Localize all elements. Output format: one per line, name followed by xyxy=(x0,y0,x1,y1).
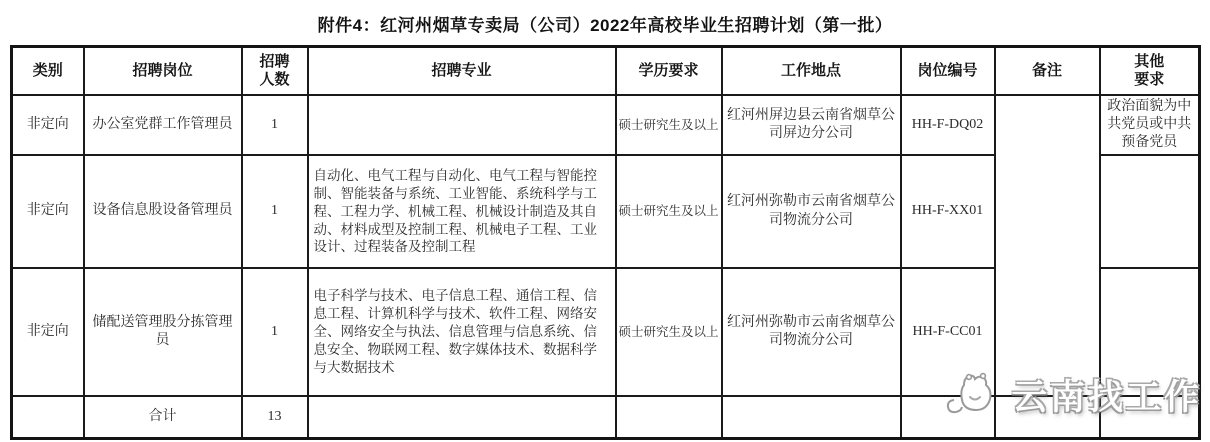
header-row xyxy=(12,47,1200,95)
header-location: 工作地点 xyxy=(722,47,901,95)
header-code: 岗位编号 xyxy=(901,47,995,95)
cell-category: 非定向 xyxy=(12,95,84,156)
cell-count: 1 xyxy=(242,95,308,156)
cell-location: 红河州弥勒市云南省烟草公司物流分公司 xyxy=(722,155,901,268)
cell-count: 1 xyxy=(242,155,308,268)
cell-note-merged xyxy=(995,95,1100,397)
cell-education: 硕士研究生及以上 xyxy=(616,268,722,396)
watermark-text: 云南找工作 xyxy=(1011,377,1202,417)
header-count: 招聘人数 xyxy=(242,47,308,95)
cell-education: 硕士研究生及以上 xyxy=(616,155,722,268)
table-row xyxy=(12,95,1200,156)
total-empty-other xyxy=(1100,396,1200,438)
total-empty-major xyxy=(308,396,616,438)
cell-code: HH-F-XX01 xyxy=(901,155,995,268)
cell-other xyxy=(1100,155,1200,268)
cell-category: 非定向 xyxy=(12,268,84,396)
cell-location: 红河州弥勒市云南省烟草公司物流分公司 xyxy=(722,268,901,396)
cell-other xyxy=(1100,268,1200,396)
cell-code: HH-F-DQ02 xyxy=(901,95,995,156)
header-position: 招聘岗位 xyxy=(84,47,242,95)
header-category: 类别 xyxy=(12,47,84,95)
header-education: 学历要求 xyxy=(616,47,722,95)
recruitment-table xyxy=(10,45,1201,440)
header-note: 备注 xyxy=(995,47,1100,95)
cell-count: 1 xyxy=(242,268,308,396)
total-empty-education xyxy=(616,396,722,438)
total-empty-note xyxy=(995,396,1100,438)
total-empty-location xyxy=(722,396,901,438)
total-count: 13 xyxy=(242,396,308,438)
header-major: 招聘专业 xyxy=(308,47,616,95)
total-label: 合计 xyxy=(84,396,242,438)
header-other: 其他要求 xyxy=(1100,47,1200,95)
cell-category: 非定向 xyxy=(12,155,84,268)
cell-position: 设备信息股设备管理员 xyxy=(84,155,242,268)
cell-major: 电子科学与技术、电子信息工程、通信工程、信息工程、计算机科学与技术、软件工程、网络安全、网络安全与执法、信息管理与信息系统、信息安全、物联网工程、数字媒体技术、数据科学与大数据技术 xyxy=(308,268,616,396)
total-row xyxy=(12,396,1200,438)
cell-major xyxy=(308,95,616,156)
cell-other: 政治面貌为中共党员或中共预备党员 xyxy=(1100,95,1200,156)
cell-major: 自动化、电气工程与自动化、电气工程与智能控制、智能装备与系统、工业智能、系统科学与工程、工程力学、机械工程、机械设计制造及其自动、材料成型及控制工程、机械电子工程、工业设计、过程装备及控制工程 xyxy=(308,155,616,268)
cell-position: 办公室党群工作管理员 xyxy=(84,95,242,156)
cell-code: HH-F-CC01 xyxy=(901,268,995,396)
page-title: 附件4：红河州烟草专卖局（公司）2022年高校毕业生招聘计划（第一批） xyxy=(317,16,893,35)
cell-location: 红河州屏边县云南省烟草公司屏边分公司 xyxy=(722,95,901,156)
cell-education: 硕士研究生及以上 xyxy=(616,95,722,156)
cell-position: 储配送管理股分拣管理员 xyxy=(84,268,242,396)
total-category xyxy=(12,396,84,438)
total-empty-code xyxy=(901,396,995,438)
